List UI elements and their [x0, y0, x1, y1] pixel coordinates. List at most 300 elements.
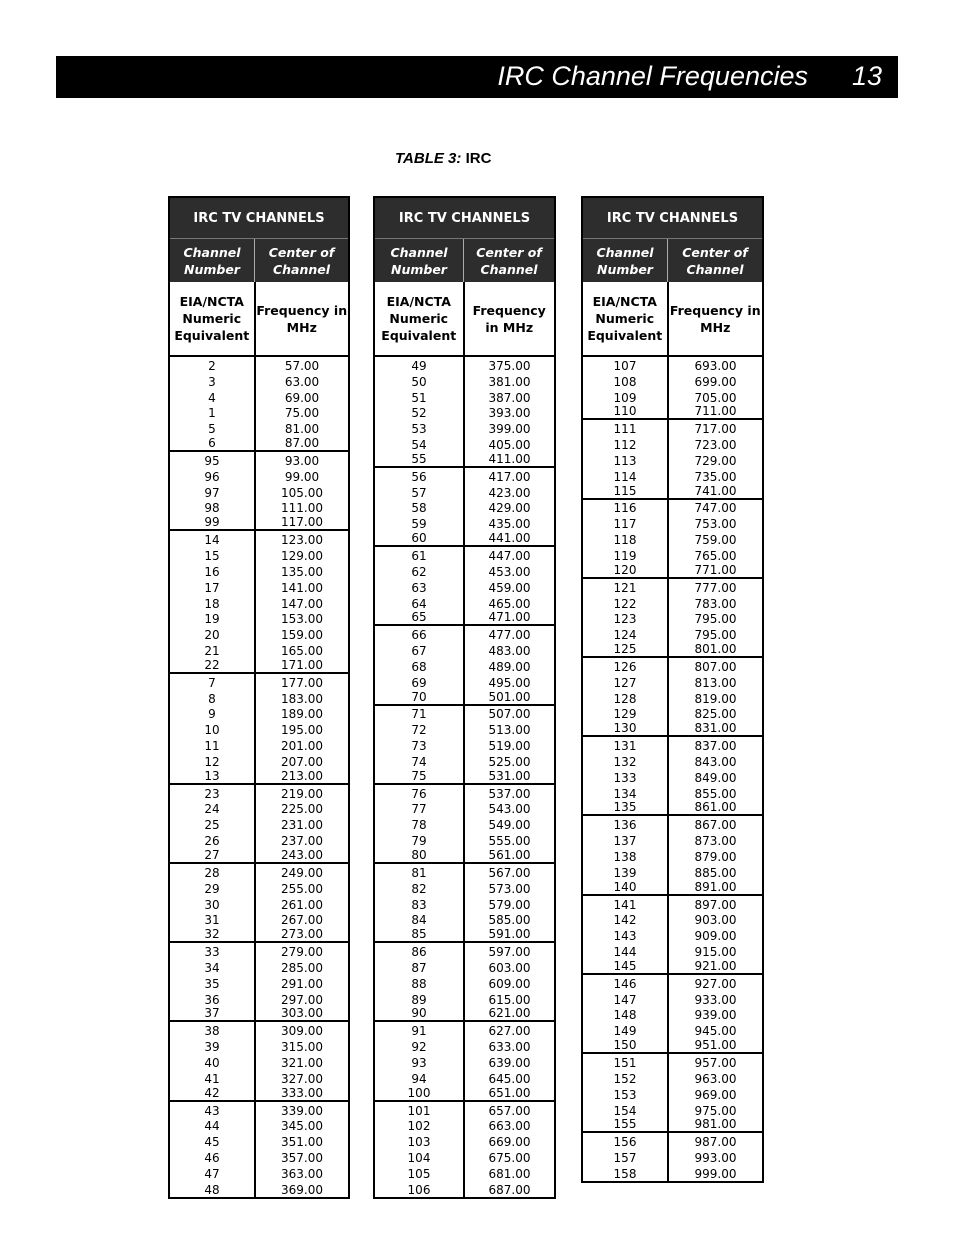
frequency-cell: 249.00: [281, 865, 323, 880]
frequency-cell: 351.00: [281, 1135, 323, 1150]
frequency-cell: 933.00: [694, 992, 737, 1007]
channel-number-cell: 1: [170, 405, 256, 421]
channel-number-cell: 39: [170, 1038, 256, 1054]
frequency-cell: 285.00: [281, 960, 323, 975]
frequency-cell: 639.00: [488, 1055, 531, 1070]
table-caption: [395, 150, 491, 167]
table-row: [583, 405, 762, 421]
frequency-cell: 801.00: [694, 642, 737, 657]
channel-number-cell: 4: [170, 389, 256, 405]
frequency-cell: 831.00: [694, 721, 737, 736]
channel-number-cell: 88: [375, 975, 465, 991]
channel-number-cell: 40: [170, 1054, 256, 1070]
channel-number-cell: 156: [583, 1133, 669, 1149]
column-subheader: [583, 238, 762, 282]
table-row: [170, 721, 348, 737]
channel-number-cell: 130: [583, 721, 669, 735]
table-row: [375, 1038, 554, 1054]
frequency-cell: 195.00: [281, 723, 323, 738]
table-row: [583, 547, 762, 563]
channel-number-cell: 146: [583, 975, 669, 991]
frequency-cell: 645.00: [488, 1071, 531, 1086]
table-row: [375, 515, 554, 531]
channel-number-cell: 3: [170, 373, 256, 389]
table-row: [375, 959, 554, 975]
table-row: [170, 420, 348, 436]
irc-table-column-1: [168, 196, 350, 1199]
table-row: [170, 1070, 348, 1086]
table-row: [583, 515, 762, 531]
frequency-cell: 981.00: [694, 1117, 737, 1132]
table-row: [170, 563, 348, 579]
frequency-cell: 573.00: [488, 881, 531, 896]
table-row: [583, 927, 762, 943]
channel-number-cell: 33: [170, 943, 256, 959]
table-row: [170, 500, 348, 516]
frequency-cell: 705.00: [694, 390, 737, 405]
channel-number-cell: 30: [170, 896, 256, 912]
table-row: [583, 373, 762, 389]
frequency-cell: 591.00: [488, 927, 531, 942]
frequency-cell: 915.00: [694, 945, 737, 960]
channel-number-cell: 68: [375, 658, 465, 674]
channel-number-cell: 71: [375, 706, 465, 722]
channel-number-cell: 28: [170, 864, 256, 880]
frequency-cell: 381.00: [488, 374, 531, 389]
channel-number-cell: 31: [170, 912, 256, 928]
channel-number-cell: 42: [170, 1086, 256, 1100]
frequency-cell: 153.00: [281, 612, 323, 627]
frequency-cell: 447.00: [488, 548, 531, 563]
table-row: [170, 1165, 348, 1181]
channel-number-cell: 9: [170, 706, 256, 722]
frequency-cell: 957.00: [694, 1055, 737, 1070]
table-row: [375, 690, 554, 706]
frequency-cell: 357.00: [281, 1151, 323, 1166]
frequency-cell: 711.00: [694, 404, 737, 419]
channel-number-cell: 151: [583, 1054, 669, 1070]
column-rows: [375, 357, 554, 1197]
channel-number-cell: 46: [170, 1149, 256, 1165]
frequency-cell: 411.00: [488, 451, 531, 466]
frequency-cell: 903.00: [694, 913, 737, 928]
channel-number-cell: 133: [583, 769, 669, 785]
frequency-cell: 675.00: [488, 1151, 531, 1166]
table-row: [583, 1070, 762, 1086]
table-row: [375, 595, 554, 611]
channel-number-cell: 140: [583, 880, 669, 894]
frequency-cell: 429.00: [488, 501, 531, 516]
frequency-cell: 669.00: [488, 1135, 531, 1150]
channel-number-cell: 52: [375, 405, 465, 421]
channel-number-cell: 123: [583, 611, 669, 627]
table-row: [375, 1007, 554, 1023]
column-subheader: [375, 238, 554, 282]
table-row: [170, 531, 348, 547]
frequency-cell: 459.00: [488, 580, 531, 595]
channel-number-cell: 148: [583, 1007, 669, 1023]
table-row: [583, 563, 762, 579]
table-row: [583, 595, 762, 611]
frequency-cell: 657.00: [488, 1103, 531, 1118]
channel-number-cell: 94: [375, 1070, 465, 1086]
frequency-cell: 231.00: [281, 818, 323, 833]
channel-number-cell: 76: [375, 785, 465, 801]
channel-number-cell: 38: [170, 1022, 256, 1038]
table-row: [375, 436, 554, 452]
channel-number-cell: 27: [170, 848, 256, 862]
column-title: IRC TV CHANNELS: [375, 198, 554, 238]
frequency-cell: 315.00: [281, 1040, 323, 1055]
table-row: [583, 864, 762, 880]
page-number: 13: [851, 61, 882, 91]
frequency-cell: 201.00: [281, 739, 323, 754]
channel-number-cell: 142: [583, 912, 669, 928]
table-row: [170, 927, 348, 943]
channel-number-cell: 49: [375, 357, 465, 373]
column-description: [583, 282, 762, 357]
table-row: [375, 975, 554, 991]
frequency-cell: 939.00: [694, 1008, 737, 1023]
page-title: IRC Channel Frequencies: [497, 61, 808, 91]
table-row: [583, 912, 762, 928]
frequency-cell: 837.00: [694, 739, 737, 754]
channel-number-cell: 105: [375, 1165, 465, 1181]
table-row: [583, 579, 762, 595]
channel-number-cell: 47: [170, 1165, 256, 1181]
channel-number-cell: 48: [170, 1181, 256, 1197]
table-row: [170, 896, 348, 912]
frequency-cell: 117.00: [281, 515, 323, 530]
table-row: [583, 753, 762, 769]
column-title: IRC TV CHANNELS: [583, 198, 762, 238]
channel-number-cell: 116: [583, 500, 669, 516]
table-row: [375, 389, 554, 405]
table-row: [170, 880, 348, 896]
eia-ncta-header: EIA/NCTA Numeric Equivalent: [375, 282, 465, 355]
frequency-cell: 453.00: [488, 564, 531, 579]
frequency-cell: 63.00: [284, 374, 320, 389]
channel-number-cell: 72: [375, 721, 465, 737]
channel-number-header: Channel Number: [170, 239, 255, 282]
table-row: [375, 816, 554, 832]
channel-number-cell: 5: [170, 420, 256, 436]
table-row: [170, 642, 348, 658]
table-row: [170, 737, 348, 753]
channel-number-cell: 98: [170, 500, 256, 516]
channel-number-cell: 87: [375, 959, 465, 975]
channel-number-cell: 13: [170, 769, 256, 783]
frequency-cell: 807.00: [694, 659, 737, 674]
irc-table-column-2: [373, 196, 556, 1199]
frequency-cell: 549.00: [488, 818, 531, 833]
table-row: [583, 452, 762, 468]
table-row: [170, 785, 348, 801]
frequency-cell: 369.00: [281, 1182, 323, 1197]
frequency-cell: 585.00: [488, 913, 531, 928]
table-row: [583, 848, 762, 864]
table-row: [375, 1022, 554, 1038]
channel-number-cell: 109: [583, 389, 669, 405]
table-row: [375, 1086, 554, 1102]
frequency-cell: 375.00: [488, 358, 531, 373]
channel-number-cell: 104: [375, 1149, 465, 1165]
channel-number-cell: 96: [170, 468, 256, 484]
frequency-cell: 519.00: [488, 739, 531, 754]
frequency-cell: 99.00: [284, 469, 320, 484]
table-row: [583, 737, 762, 753]
table-row: [375, 706, 554, 722]
table-row: [583, 1022, 762, 1038]
frequency-cell: 435.00: [488, 517, 531, 532]
frequency-cell: 627.00: [488, 1024, 531, 1039]
table-row: [375, 1102, 554, 1118]
frequency-cell: 993.00: [694, 1151, 737, 1166]
frequency-cell: 885.00: [694, 865, 737, 880]
frequency-cell: 321.00: [281, 1055, 323, 1070]
channel-number-cell: 15: [170, 547, 256, 563]
table-row: [375, 737, 554, 753]
frequency-cell: 123.00: [281, 533, 323, 548]
channel-number-cell: 59: [375, 515, 465, 531]
frequency-cell: 441.00: [488, 531, 531, 546]
channel-number-cell: 135: [583, 801, 669, 815]
channel-number-cell: 103: [375, 1133, 465, 1149]
table-row: [170, 690, 348, 706]
column-description: [170, 282, 348, 357]
center-of-channel-header: Center of Channel: [268, 244, 335, 277]
table-row: [170, 769, 348, 785]
frequency-cell: 147.00: [281, 596, 323, 611]
table-row: [583, 785, 762, 801]
table-row: [583, 500, 762, 516]
channel-number-cell: 14: [170, 531, 256, 547]
frequency-cell: 921.00: [694, 958, 737, 973]
table-row: [170, 658, 348, 674]
channel-number-cell: 32: [170, 927, 256, 941]
column-title: IRC TV CHANNELS: [170, 198, 348, 238]
channel-number-cell: 91: [375, 1022, 465, 1038]
channel-number-cell: 114: [583, 468, 669, 484]
channel-number-cell: 100: [375, 1086, 465, 1100]
channel-number-cell: 121: [583, 579, 669, 595]
channel-number-cell: 10: [170, 721, 256, 737]
frequency-cell: 423.00: [488, 485, 531, 500]
frequency-cell: 489.00: [488, 659, 531, 674]
channel-number-cell: 50: [375, 373, 465, 389]
table-row: [170, 1007, 348, 1023]
frequency-cell: 141.00: [281, 580, 323, 595]
table-row: [375, 1054, 554, 1070]
table-row: [170, 547, 348, 563]
table-row: [375, 880, 554, 896]
frequency-cell: 909.00: [694, 929, 737, 944]
table-row: [583, 832, 762, 848]
channel-number-cell: 128: [583, 690, 669, 706]
column-subheader: [170, 238, 348, 282]
channel-number-cell: 90: [375, 1007, 465, 1021]
channel-number-cell: 36: [170, 991, 256, 1007]
frequency-cell: 681.00: [488, 1166, 531, 1181]
frequency-cell: 309.00: [281, 1024, 323, 1039]
table-row: [170, 1133, 348, 1149]
table-row: [170, 674, 348, 690]
frequency-cell: 471.00: [488, 610, 531, 625]
channel-number-cell: 66: [375, 626, 465, 642]
channel-number-cell: 158: [583, 1165, 669, 1181]
channel-number-cell: 18: [170, 595, 256, 611]
table-row: [583, 690, 762, 706]
frequency-cell: 753.00: [694, 517, 737, 532]
frequency-cell: 873.00: [694, 834, 737, 849]
table-row: [583, 801, 762, 817]
channel-number-cell: 41: [170, 1070, 256, 1086]
table-row: [375, 753, 554, 769]
table-row: [170, 832, 348, 848]
table-row: [170, 959, 348, 975]
frequency-cell: 825.00: [694, 707, 737, 722]
channel-number-cell: 34: [170, 959, 256, 975]
frequency-cell: 81.00: [284, 422, 320, 437]
table-caption-name: IRC: [465, 150, 492, 167]
table-row: [583, 943, 762, 959]
column-rows: [170, 357, 348, 1197]
channel-number-cell: 139: [583, 864, 669, 880]
table-row: [375, 563, 554, 579]
table-row: [583, 959, 762, 975]
channel-number-cell: 97: [170, 484, 256, 500]
table-row: [170, 373, 348, 389]
channel-number-cell: 44: [170, 1118, 256, 1134]
channel-number-cell: 101: [375, 1102, 465, 1118]
channel-number-cell: 16: [170, 563, 256, 579]
channel-number-cell: 12: [170, 753, 256, 769]
table-row: [375, 832, 554, 848]
table-row: [375, 452, 554, 468]
frequency-cell: 171.00: [281, 657, 323, 672]
channel-number-cell: 124: [583, 626, 669, 642]
table-row: [170, 1149, 348, 1165]
table-row: [170, 436, 348, 452]
table-row: [583, 674, 762, 690]
channel-number-cell: 62: [375, 563, 465, 579]
frequency-cell: 165.00: [281, 644, 323, 659]
channel-number-cell: 58: [375, 500, 465, 516]
channel-number-cell: 127: [583, 674, 669, 690]
table-row: [583, 611, 762, 627]
table-row: [170, 1054, 348, 1070]
channel-number-cell: 22: [170, 658, 256, 672]
frequency-cell: 999.00: [694, 1166, 737, 1181]
frequency-cell: 861.00: [694, 800, 737, 815]
channel-number-cell: 78: [375, 816, 465, 832]
channel-number-cell: 25: [170, 816, 256, 832]
frequency-header: Frequency in MHz: [472, 302, 546, 335]
frequency-cell: 363.00: [281, 1166, 323, 1181]
channel-number-cell: 19: [170, 611, 256, 627]
table-row: [583, 1086, 762, 1102]
channel-number-cell: 150: [583, 1038, 669, 1052]
table-row: [583, 706, 762, 722]
frequency-cell: 891.00: [694, 879, 737, 894]
frequency-cell: 849.00: [694, 770, 737, 785]
table-row: [583, 1038, 762, 1054]
frequency-cell: 273.00: [281, 927, 323, 942]
table-row: [583, 484, 762, 500]
frequency-cell: 279.00: [281, 945, 323, 960]
channel-number-cell: 119: [583, 547, 669, 563]
table-row: [375, 626, 554, 642]
table-row: [375, 658, 554, 674]
frequency-cell: 93.00: [284, 453, 320, 468]
frequency-cell: 57.00: [284, 358, 320, 373]
table-caption-label: TABLE 3:: [395, 150, 462, 167]
table-row: [170, 706, 348, 722]
table-row: [170, 991, 348, 1007]
channel-number-cell: 65: [375, 611, 465, 625]
table-row: [170, 389, 348, 405]
frequency-cell: 69.00: [284, 390, 320, 405]
table-row: [375, 991, 554, 1007]
frequency-cell: 879.00: [694, 850, 737, 864]
frequency-cell: 717.00: [694, 422, 737, 437]
frequency-cell: 333.00: [281, 1085, 323, 1100]
channel-number-cell: 11: [170, 737, 256, 753]
channel-number-cell: 60: [375, 531, 465, 545]
frequency-cell: 387.00: [488, 390, 531, 405]
channel-number-cell: 131: [583, 737, 669, 753]
frequency-cell: 741.00: [694, 483, 737, 498]
center-of-channel-header: Center of Channel: [682, 244, 748, 277]
frequency-cell: 795.00: [694, 628, 737, 643]
channel-number-cell: 99: [170, 515, 256, 529]
channel-number-cell: 113: [583, 452, 669, 468]
channel-number-cell: 89: [375, 991, 465, 1007]
frequency-cell: 393.00: [488, 406, 531, 421]
eia-ncta-header: EIA/NCTA Numeric Equivalent: [170, 282, 256, 355]
channel-number-cell: 117: [583, 515, 669, 531]
frequency-cell: 327.00: [281, 1071, 323, 1086]
table-row: [375, 912, 554, 928]
frequency-cell: 237.00: [281, 834, 323, 849]
frequency-cell: 969.00: [694, 1087, 737, 1102]
channel-number-cell: 53: [375, 420, 465, 436]
frequency-cell: 405.00: [488, 438, 531, 453]
channel-number-cell: 108: [583, 373, 669, 389]
frequency-cell: 531.00: [488, 768, 531, 783]
table-row: [375, 357, 554, 373]
channel-number-cell: 75: [375, 769, 465, 783]
frequency-cell: 951.00: [694, 1038, 737, 1053]
page-header-bar: [56, 56, 898, 98]
table-row: [583, 420, 762, 436]
table-row: [583, 642, 762, 658]
frequency-cell: 963.00: [694, 1071, 737, 1086]
channel-number-cell: 8: [170, 690, 256, 706]
table-row: [375, 484, 554, 500]
frequency-cell: 843.00: [694, 754, 737, 769]
channel-number-cell: 26: [170, 832, 256, 848]
irc-table-column-3: [581, 196, 764, 1183]
channel-number-cell: 79: [375, 832, 465, 848]
eia-ncta-header: EIA/NCTA Numeric Equivalent: [583, 282, 669, 355]
table-row: [375, 1070, 554, 1086]
frequency-cell: 777.00: [694, 580, 737, 595]
table-row: [170, 943, 348, 959]
frequency-cell: 783.00: [694, 596, 737, 611]
frequency-cell: 243.00: [281, 848, 323, 862]
channel-number-cell: 24: [170, 801, 256, 817]
